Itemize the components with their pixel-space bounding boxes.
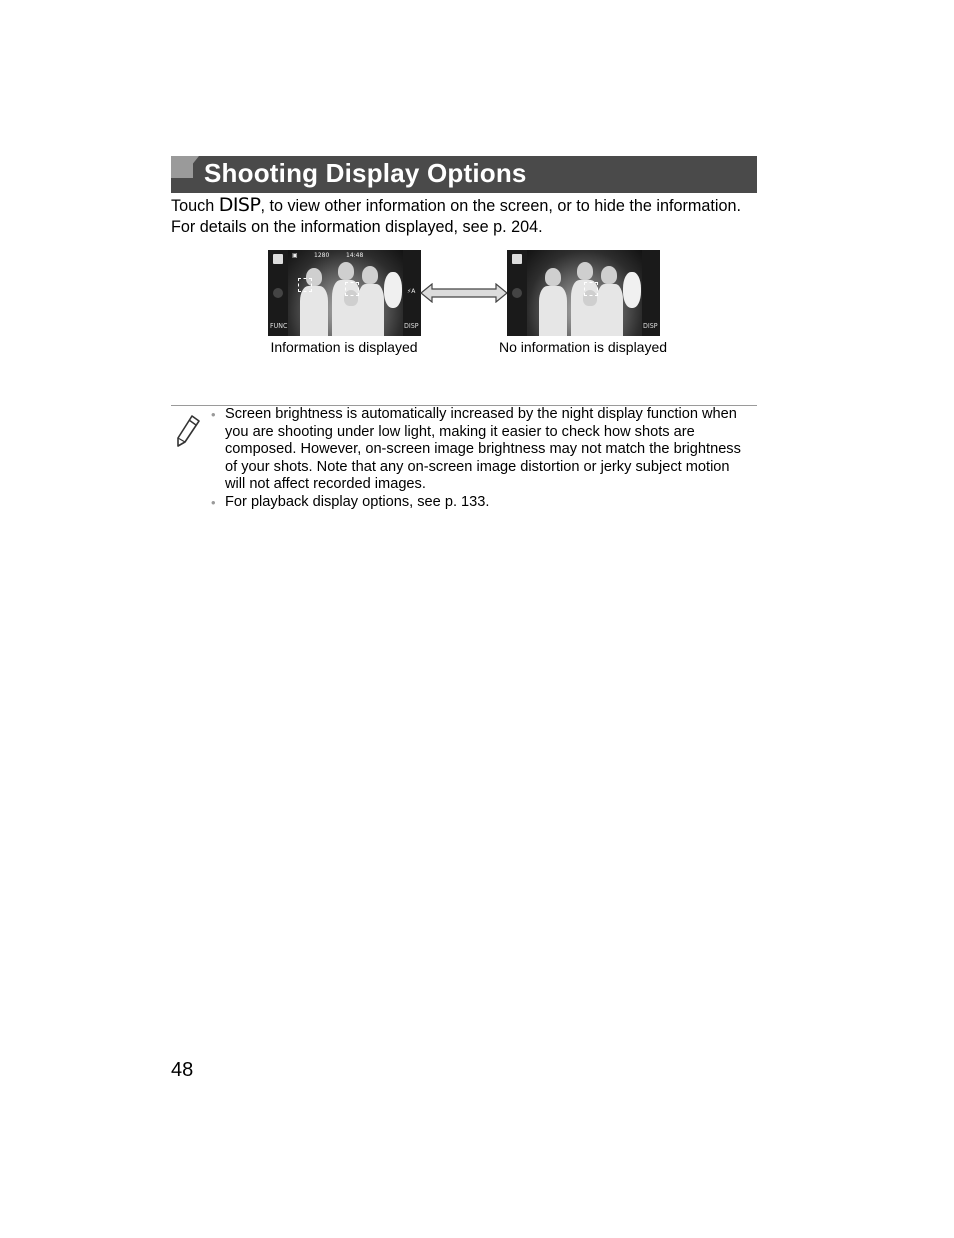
note-text: Screen brightness is automatically increased by the night display function when you are shooting under low light, making it easier to check how shots are composed. However, on-screen image brightness may not match the brightness of your shots. Note that any on-screen image distortion or jerky subject motion will not affect recorded images. bbox=[225, 406, 741, 493]
disp-button[interactable]: DISP bbox=[404, 322, 419, 330]
right-control-bar bbox=[642, 250, 660, 336]
func-button[interactable]: FUNC bbox=[270, 322, 288, 330]
hud-battery-icon: ▣ bbox=[292, 252, 298, 259]
flash-icon[interactable]: ⚡A bbox=[407, 288, 416, 295]
note-item bbox=[211, 494, 751, 512]
hud-resolution: 1280 bbox=[314, 252, 330, 259]
intro-paragraph bbox=[171, 195, 761, 238]
left-caption: Information is displayed bbox=[270, 339, 418, 355]
scene-mode-icon[interactable] bbox=[512, 254, 522, 264]
disp-button[interactable]: DISP bbox=[643, 322, 658, 330]
bullet-icon: • bbox=[211, 494, 216, 510]
af-frame bbox=[345, 282, 359, 296]
intro-after: , to view other information on the screen, or to hide the information. For details on the information displayed, see p. 204. bbox=[171, 197, 741, 236]
toggle-arrow-icon bbox=[420, 283, 508, 303]
right-control-bar bbox=[403, 250, 421, 336]
disp-icon: DISP bbox=[218, 194, 261, 216]
shutter-icon[interactable] bbox=[512, 288, 522, 298]
left-control-bar bbox=[507, 250, 527, 336]
shutter-icon[interactable] bbox=[273, 288, 283, 298]
scene-photo bbox=[288, 250, 403, 336]
pencil-icon bbox=[175, 414, 201, 448]
af-frame bbox=[298, 278, 312, 292]
hud-time: 14:48 bbox=[346, 252, 364, 259]
scene-photo bbox=[527, 250, 642, 336]
right-caption: No information is displayed bbox=[498, 339, 668, 355]
note-item bbox=[211, 406, 751, 494]
screen-with-info bbox=[268, 250, 421, 336]
section-title: Shooting Display Options bbox=[204, 158, 527, 188]
af-frame bbox=[584, 282, 598, 296]
bullet-icon: • bbox=[211, 407, 216, 422]
section-marker-notch bbox=[191, 156, 199, 166]
page-number: 48 bbox=[171, 1059, 194, 1081]
screen-without-info bbox=[507, 250, 660, 336]
scene-mode-icon[interactable] bbox=[273, 254, 283, 264]
note-text: For playback display options, see p. 133. bbox=[225, 493, 490, 510]
notes-list bbox=[211, 406, 751, 512]
left-control-bar bbox=[268, 250, 288, 336]
intro-before: Touch bbox=[171, 197, 219, 215]
section-marker-icon bbox=[171, 156, 193, 178]
